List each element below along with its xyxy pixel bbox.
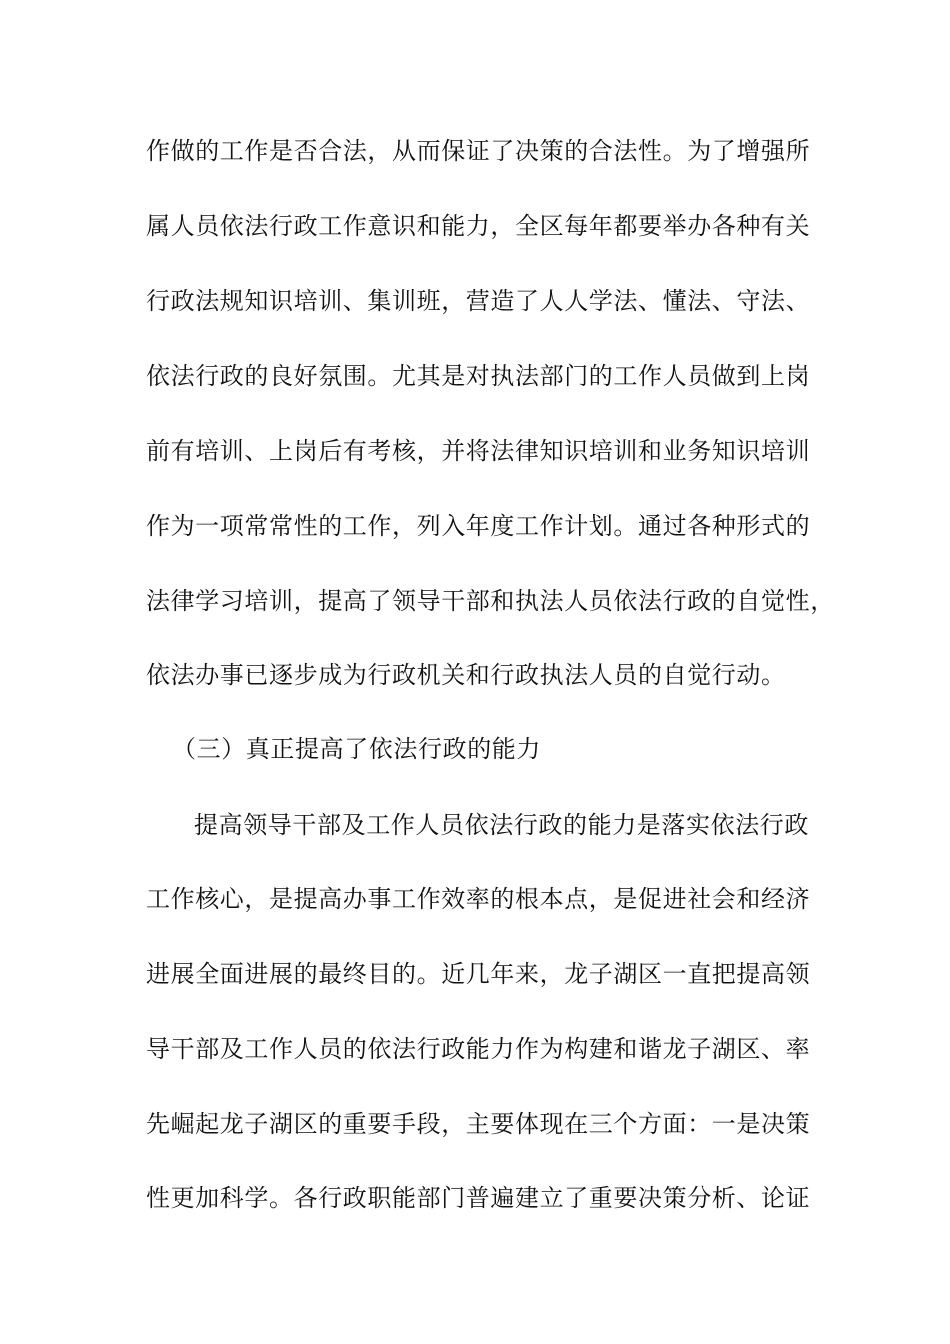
paragraph-line: 依法办事已逐步成为行政机关和行政执法人员的自觉行动。 [146, 661, 786, 689]
paragraph-line: 法律学习培训，提高了领导干部和执法人员依法行政的自觉性， [146, 587, 835, 615]
paragraph-line: 作为一项常常性的工作，列入年度工作计划。通过各种形式的 [146, 512, 811, 540]
paragraph-line: 工作核心，是提高办事工作效率的根本点，是促进社会和经济 [146, 885, 811, 913]
paragraph-line: 进展全面进展的最终目的。近几年来，龙子湖区一直把提高领 [146, 960, 811, 988]
paragraph-line: 导干部及工作人员的依法行政能力作为构建和谐龙子湖区、率 [146, 1035, 811, 1063]
paragraph-line: 属人员依法行政工作意识和能力，全区每年都要举办各种有关 [146, 212, 811, 240]
paragraph-line: 提高领导干部及工作人员依法行政的能力是落实依法行政 [194, 811, 809, 839]
paragraph-line: 性更加科学。各行政职能部门普遍建立了重要决策分析、论证 [146, 1184, 811, 1212]
paragraph-line: 作做的工作是否合法，从而保证了决策的合法性。为了增强所 [146, 137, 811, 165]
section-heading: （三）真正提高了依法行政的能力 [172, 735, 541, 763]
paragraph-line: 先崛起龙子湖区的重要手段，主要体现在三个方面：一是决策 [146, 1110, 811, 1138]
paragraph-line: 依法行政的良好氛围。尤其是对执法部门的工作人员做到上岗 [146, 362, 811, 390]
paragraph-line: 行政法规知识培训、集训班，营造了人人学法、懂法、守法、 [146, 287, 811, 315]
paragraph-line: 前有培训、上岗后有考核，并将法律知识培训和业务知识培训 [146, 437, 811, 465]
